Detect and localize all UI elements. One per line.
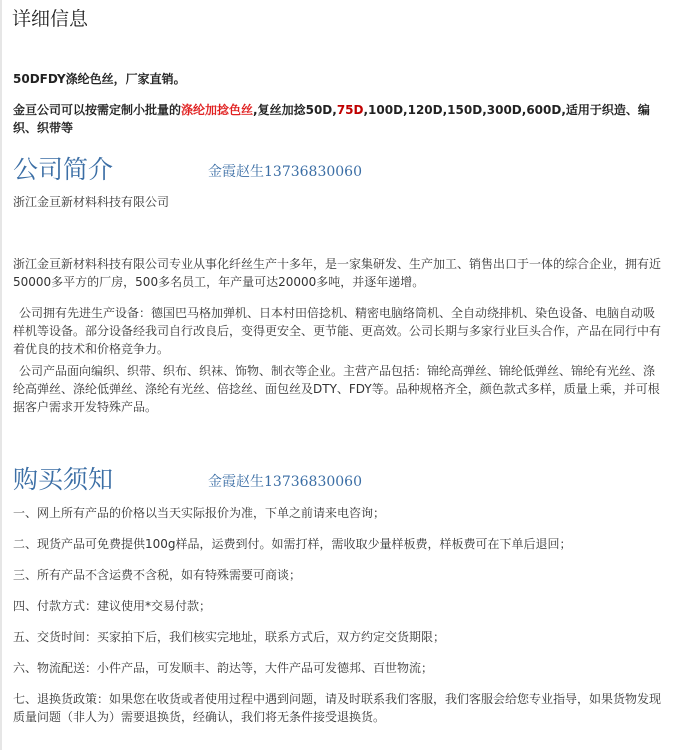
company-name: 浙江金亘新材料科技有限公司 <box>13 195 170 209</box>
intro-line-1: 50DFDY涤纶色丝，厂家直销。 <box>13 72 186 86</box>
intro-highlight-75d: 75D <box>336 103 364 117</box>
purchase-item-1: 一、网上所有产品的价格以当天实际报价为准，下单之前请来电咨询； <box>13 506 386 520</box>
left-border <box>0 0 2 750</box>
page-title: 详细信息 <box>12 8 89 30</box>
purchase-item-2: 二、现货产品可免费提供100g样品，运费到付。如需打样，需收取少量样板费，样板费可在下单后退回； <box>13 537 572 551</box>
purchase-item-3: 三、所有产品不含运费不含税，如有特殊需要可商谈； <box>13 568 302 582</box>
intro-mid: ,复丝加捻50D, <box>253 103 337 117</box>
company-contact: 金霞赵生13736830060 <box>208 164 362 180</box>
company-para-3: 公司产品面向编织、织带、织布、织袜、饰物、制衣等企业。主营产品包括：锦纶高弹丝、锦纶低弹丝、锦纶有光丝、涤纶高弹丝、涤纶低弹丝、涤纶有光丝、倍捻丝、面包丝及DTY、FDY等。品种规格齐全，颜色款式多样，质量上乘，并可根据客户需求开发特殊产品。 <box>13 364 660 414</box>
purchase-item-6: 六、物流配送：小件产品，可发顺丰、韵达等，大件产品可发德邦、百世物流； <box>13 661 434 675</box>
company-heading: 公司简介 <box>13 155 114 184</box>
intro-highlight-twisted-yarn: 涤纶加捻色丝 <box>181 103 254 117</box>
purchase-item-7: 七、退换货政策：如果您在收货或者使用过程中遇到问题，请及时联系我们客服，我们客服会给您专业指导，如果货物发现质量问题（非人为）需要退换货，经确认，我们将无条件接受退换货。 <box>13 692 662 724</box>
purchase-heading: 购买须知 <box>13 465 114 494</box>
intro-line-2 <box>13 101 666 137</box>
intro-prefix: 金亘公司可以按需定制小批量的 <box>13 103 182 117</box>
company-para-2: 公司拥有先进生产设备：德国巴马格加弹机、日本村田倍捻机、精密电脑络筒机、全自动绕排机、染色设备、电脑自动吸样机等设备。部分设备经我司自行改良后，变得更安全、更节能、更高效。公司长期与多家行业巨头合作，产品在同行中有着优良的技术和价格竞争力。 <box>13 306 662 356</box>
purchase-item-4: 四、付款方式：建议使用*交易付款； <box>13 599 212 613</box>
company-para-1: 浙江金亘新材料科技有限公司专业从事化纤丝生产十多年，是一家集研发、生产加工、销售出口于一体的综合企业，拥有近50000多平方的厂房，500多名员工，年产量可达20000多吨，并逐年递增。 <box>13 257 662 289</box>
intro-suffix: ,100D,120D,150D,300D,600D,适用于织造、编织、织带等 <box>13 103 650 135</box>
purchase-contact: 金霞赵生13736830060 <box>208 474 362 490</box>
purchase-item-5: 五、交货时间：买家拍下后，我们核实完地址，联系方式后，双方约定交货期限； <box>13 630 446 644</box>
